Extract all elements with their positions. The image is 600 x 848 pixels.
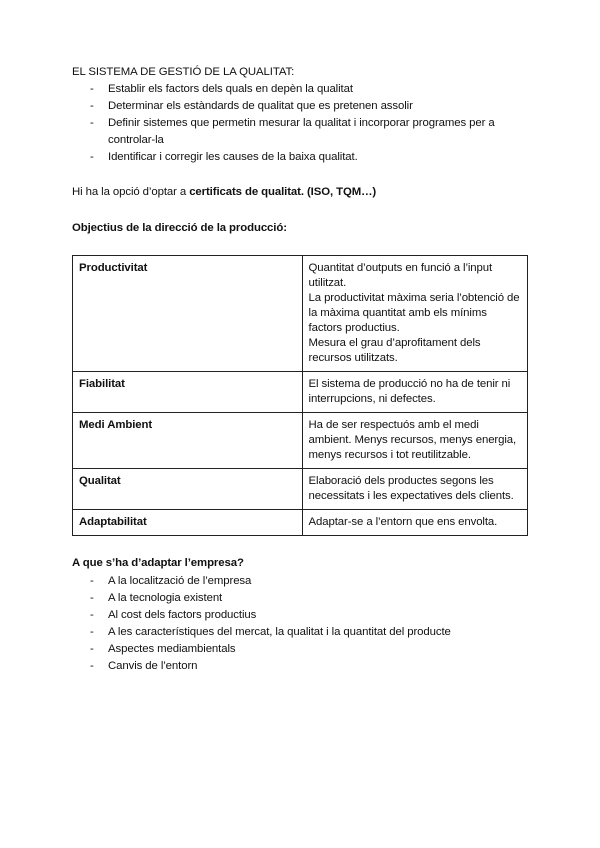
bullet-dash: - xyxy=(90,151,94,163)
bullet-dash: - xyxy=(90,100,94,112)
certificates-prefix: Hi ha la opció d’optar a xyxy=(72,186,190,198)
list-item-text: Identificar i corregir les causes de la baixa qualitat. xyxy=(108,151,358,163)
bullet-dash: - xyxy=(90,626,94,638)
quality-list xyxy=(72,81,600,166)
list-item-text: Aspectes mediambientals xyxy=(108,643,236,655)
list-item-text: A les característiques del mercat, la qualitat i la quantitat del producte xyxy=(108,626,451,638)
list-item xyxy=(72,624,451,641)
list-item xyxy=(72,149,600,166)
cell-line: Elaboració dels productes segons les necessitats i les expectatives dels clients. xyxy=(308,475,514,502)
table-key-cell: Qualitat xyxy=(73,469,303,510)
list-item xyxy=(72,81,600,98)
list-item xyxy=(72,607,451,624)
bullet-dash: - xyxy=(90,117,94,129)
list-item xyxy=(72,641,451,658)
list-item-text: Determinar els estàndards de qualitat que es pretenen assolir xyxy=(108,100,413,112)
table-value-cell xyxy=(302,469,527,510)
bullet-dash: - xyxy=(90,575,94,587)
table-key-cell: Fiabilitat xyxy=(73,372,303,413)
bullet-dash: - xyxy=(90,643,94,655)
list-item xyxy=(72,98,600,115)
cell-line: Adaptar-se a l’entorn que ens envolta. xyxy=(308,516,498,528)
list-item-text: Al cost dels factors productius xyxy=(108,609,257,621)
table-row xyxy=(73,510,528,536)
table-row xyxy=(73,413,528,469)
list-item-text: Establir els factors dels quals en depèn la qualitat xyxy=(108,83,353,95)
bullet-dash: - xyxy=(90,83,94,95)
page-title: EL SISTEMA DE GESTIÓ DE LA QUALITAT: xyxy=(72,66,295,78)
cell-line: La productivitat màxima seria l’obtenció de la màxima quantitat amb els mínims factors productius. xyxy=(308,292,520,334)
table-row xyxy=(73,372,528,413)
table-value-cell xyxy=(302,372,527,413)
list-item-text: Definir sistemes que permetin mesurar la qualitat i incorporar programes per a controlar-la xyxy=(108,117,495,146)
table-row xyxy=(73,469,528,510)
table-key-cell: Adaptabilitat xyxy=(73,510,303,536)
list-item xyxy=(72,658,451,675)
cell-line: Mesura el grau d’aprofitament dels recursos utilitzats. xyxy=(308,337,481,364)
cell-line: El sistema de producció no ha de tenir ni interrupcions, ni defectes. xyxy=(308,378,511,405)
list-item xyxy=(72,590,451,607)
objectives-heading: Objectius de la direcció de la producció: xyxy=(72,222,287,234)
bullet-dash: - xyxy=(90,592,94,604)
list-item xyxy=(72,115,600,149)
table-value-cell xyxy=(302,413,527,469)
list-item-text: A la localització de l’empresa xyxy=(108,575,252,587)
list-item-text: A la tecnologia existent xyxy=(108,592,223,604)
certificates-paragraph xyxy=(72,184,376,201)
certificates-bold: certificats de qualitat. (ISO, TQM…) xyxy=(189,186,377,198)
table-row xyxy=(73,256,528,372)
bullet-dash: - xyxy=(90,609,94,621)
list-item xyxy=(72,573,451,590)
adapt-heading: A que s’ha d’adaptar l’empresa? xyxy=(72,557,244,569)
objectives-table xyxy=(72,255,528,536)
table-key-cell: Medi Ambient xyxy=(73,413,303,469)
table-value-cell xyxy=(302,256,527,372)
table-key-cell: Productivitat xyxy=(73,256,303,372)
cell-line: Quantitat d’outputs en funció a l’input utilitzat. xyxy=(308,262,493,289)
table-value-cell xyxy=(302,510,527,536)
bullet-dash: - xyxy=(90,660,94,672)
cell-line: Ha de ser respectuós amb el medi ambient. Menys recursos, menys energia, menys recursos i tot reutilitzable. xyxy=(308,419,517,461)
list-item-text: Canvis de l’entorn xyxy=(108,660,198,672)
adapt-list xyxy=(72,573,451,675)
